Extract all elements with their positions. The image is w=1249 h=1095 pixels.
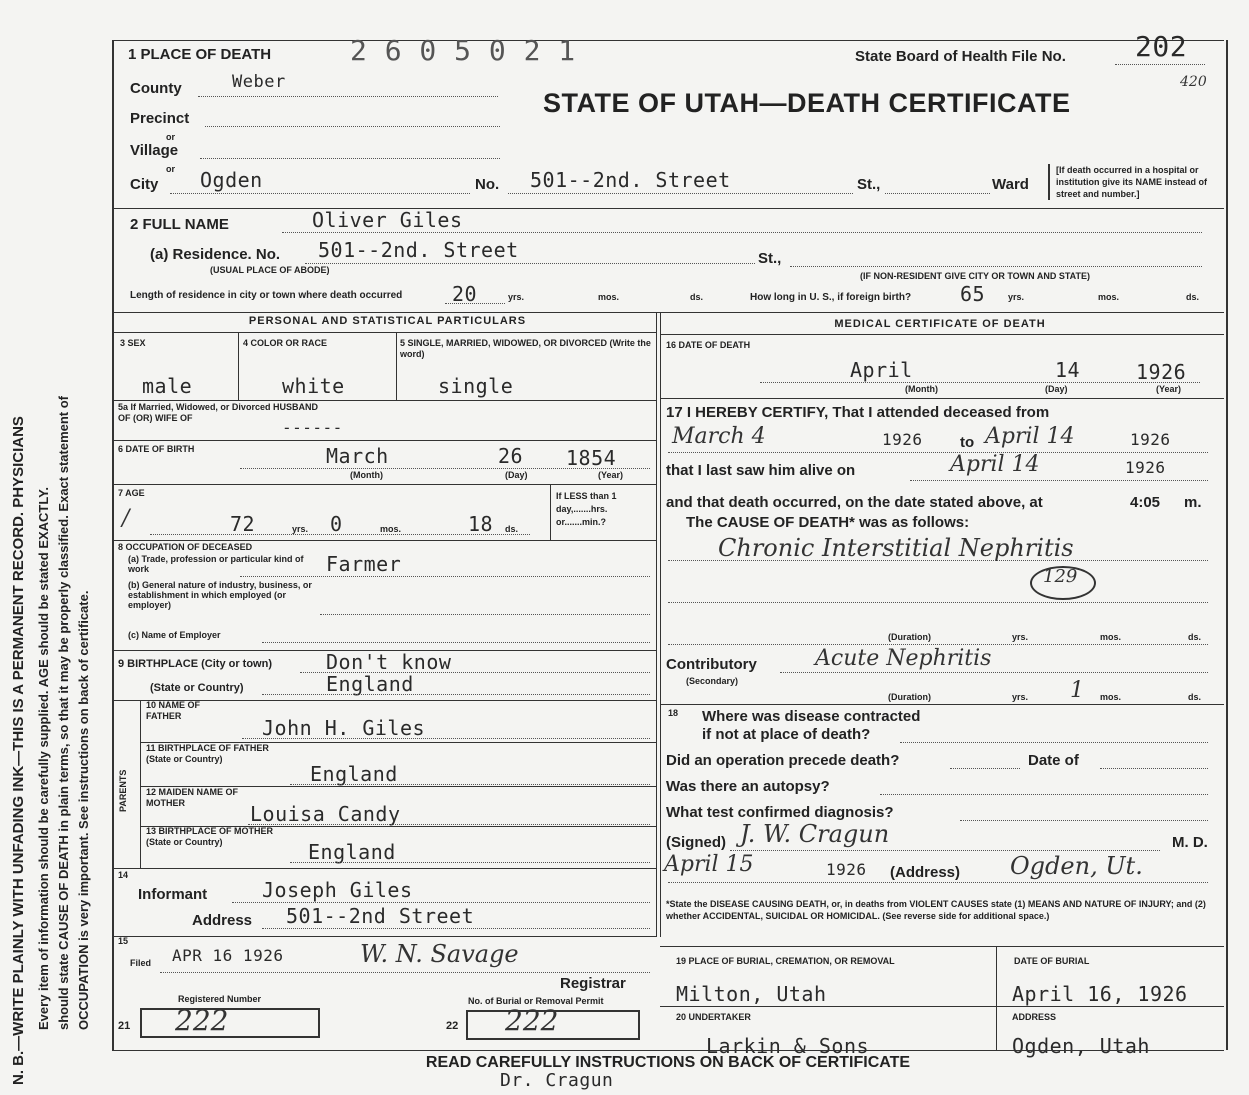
top-rule bbox=[112, 40, 1224, 41]
cause-value: Chronic Interstitial Nephritis bbox=[718, 534, 1074, 562]
last-saw-label: that I last saw him alive on bbox=[666, 462, 856, 479]
sex-label: 3 SEX bbox=[120, 338, 146, 348]
operation-label: Did an operation precede death? bbox=[666, 752, 900, 769]
attended-to-year: 1926 bbox=[1130, 430, 1171, 449]
county-label: County bbox=[130, 80, 182, 97]
residence-length-label: Length of residence in city or town where death occurred bbox=[130, 290, 403, 301]
contributory-label: Contributory bbox=[666, 656, 757, 673]
spouse-value: ------ bbox=[282, 418, 343, 437]
birthplace-city: Don't know bbox=[326, 650, 452, 674]
informant-address: 501--2nd Street bbox=[286, 904, 475, 928]
mother-value: Louisa Candy bbox=[250, 802, 401, 826]
occupation-a-label: (a) Trade, profession or particular kind of work bbox=[128, 554, 304, 574]
duration-label-1: (Duration) bbox=[888, 632, 931, 642]
nonresident-note: (IF NON-RESIDENT GIVE CITY OR TOWN AND STATE) bbox=[860, 271, 1091, 281]
undertaker-address: Ogden, Utah bbox=[1012, 1034, 1150, 1058]
filed-label: Filed bbox=[130, 958, 152, 968]
dob-year: 1854 bbox=[566, 446, 617, 470]
dod-label: 16 DATE OF DEATH bbox=[666, 340, 751, 350]
burial-place: Milton, Utah bbox=[676, 982, 827, 1006]
county-value: Weber bbox=[232, 72, 286, 92]
parents-label: PARENTS bbox=[118, 769, 128, 812]
birthplace-label: 9 BIRTHPLACE (City or town) bbox=[118, 658, 272, 670]
file-no: 202 bbox=[1135, 30, 1188, 63]
residence-value: 501--2nd. Street bbox=[318, 238, 519, 262]
age-years: 72 bbox=[230, 512, 256, 536]
secondary-label: (Secondary) bbox=[686, 676, 739, 686]
personal-section-title: PERSONAL AND STATISTICAL PARTICULARS bbox=[248, 315, 527, 327]
dod-day: 14 bbox=[1055, 358, 1081, 382]
burial-permit-label: No. of Burial or Removal Permit bbox=[468, 996, 604, 1006]
full-name-value: Oliver Giles bbox=[312, 208, 463, 232]
death-time: 4:05 bbox=[1130, 494, 1161, 511]
signed-year: 1926 bbox=[826, 860, 867, 879]
registered-number-box bbox=[140, 1008, 320, 1038]
file-no-label: State Board of Health File No. bbox=[855, 48, 1066, 65]
contributory-duration: 1 bbox=[1070, 678, 1084, 703]
dob-label: 6 DATE OF BIRTH bbox=[118, 444, 195, 454]
informant-address-label: Address bbox=[192, 912, 253, 929]
less-than-day: If LESS than 1 day,.......hrs. or.......min.? bbox=[556, 491, 617, 527]
margin-notice-1: N. B.—WRITE PLAINLY WITH UNFADING INK—THIS IS A PERMANENT RECORD. PHYSICIANS bbox=[10, 416, 27, 1085]
undertaker: Larkin & Sons bbox=[706, 1034, 870, 1058]
certify-statement: 17 I HEREBY CERTIFY, That I attended deceased from bbox=[666, 404, 1050, 421]
age-months: 0 bbox=[330, 512, 343, 536]
precinct-label: Precinct bbox=[130, 110, 190, 127]
burial-permit-number: 222 bbox=[505, 1004, 559, 1037]
marital-label: 5 SINGLE, MARRIED, WIDOWED, OR DIVORCED (Write the word) bbox=[400, 338, 651, 359]
mother-label: 12 MAIDEN NAME OF MOTHER bbox=[146, 787, 239, 808]
certificate-title: STATE OF UTAH—DEATH CERTIFICATE bbox=[543, 88, 1071, 118]
medical-section-title: MEDICAL CERTIFICATE OF DEATH bbox=[834, 318, 1046, 330]
marital-value: single bbox=[438, 374, 514, 398]
father-birthplace: England bbox=[310, 762, 398, 786]
footer-doctor: Dr. Cragun bbox=[500, 1070, 614, 1091]
signed-label: (Signed) bbox=[666, 834, 726, 851]
father-label: 10 NAME OF FATHER bbox=[146, 700, 201, 721]
disease-contracted-label: Where was disease contracted bbox=[702, 708, 921, 725]
not-place-label: if not at place of death? bbox=[702, 726, 871, 743]
color-value: white bbox=[282, 374, 345, 398]
filed-signature: W. N. Savage bbox=[360, 940, 519, 968]
attended-to: April 14 bbox=[985, 424, 1075, 449]
full-name-label: 2 FULL NAME bbox=[130, 216, 229, 233]
burial-place-label: 19 PLACE OF BURIAL, CREMATION, OR REMOVAL bbox=[676, 956, 895, 966]
village-label: Village bbox=[130, 142, 179, 159]
sex-value: male bbox=[142, 374, 193, 398]
birthplace-state: England bbox=[326, 672, 414, 696]
registered-number-label: Registered Number bbox=[178, 994, 262, 1004]
dob-month: March bbox=[326, 444, 389, 468]
mother-birthplace-label: 13 BIRTHPLACE OF MOTHER (State or Country) bbox=[146, 826, 274, 847]
file-no-small: 420 bbox=[1180, 74, 1207, 90]
signed-date: April 15 bbox=[664, 852, 754, 877]
dob-day: 26 bbox=[498, 444, 524, 468]
stamp-number: 2 6 0 5 0 2 1 bbox=[350, 34, 576, 67]
dod-year: 1926 bbox=[1136, 360, 1187, 384]
father-value: John H. Giles bbox=[262, 716, 426, 740]
residence-length-years: 20 bbox=[452, 282, 478, 306]
us-residence-label: How long in U. S., if foreign birth? bbox=[750, 292, 912, 303]
margin-notice-2: Every item of information should be carefully supplied. AGE should be stated EXACTLY. bbox=[36, 487, 51, 1030]
cause-footnote: *State the DISEASE CAUSING DEATH, or, in deaths from VIOLENT CAUSES state (1) MEANS AND NATURE OF INJURY; and (2) whether ACCIDENTAL, SUICIDAL OR HOMICIDAL. (See reverse side for additional space.) bbox=[666, 899, 1206, 921]
residence-label: (a) Residence. No. bbox=[150, 246, 281, 263]
age-days: 18 bbox=[468, 512, 494, 536]
place-of-death-label: 1 PLACE OF DEATH bbox=[128, 46, 272, 63]
autopsy-label: Was there an autopsy? bbox=[666, 778, 830, 795]
last-saw-year: 1926 bbox=[1125, 458, 1166, 477]
death-occurred-label: and that death occurred, on the date stated above, at bbox=[666, 494, 1043, 511]
dod-month: April bbox=[850, 358, 913, 382]
city-label: City bbox=[130, 176, 159, 193]
ward-note: [If death occurred in a hospital or institution give its NAME instead of street and number.] bbox=[1048, 164, 1211, 200]
date-of-label: Date of bbox=[1028, 752, 1079, 769]
occupation-value: Farmer bbox=[326, 552, 402, 576]
filed-date: APR 16 1926 bbox=[172, 946, 284, 965]
color-label: 4 COLOR OR RACE bbox=[243, 338, 328, 348]
mother-birthplace: England bbox=[308, 840, 396, 864]
physician-signature: J. W. Cragun bbox=[740, 820, 890, 848]
occupation-label: 8 OCCUPATION OF DECEASED bbox=[118, 542, 253, 552]
test-label: What test confirmed diagnosis? bbox=[666, 804, 894, 821]
age-label: 7 AGE bbox=[118, 488, 145, 498]
spouse-label: 5a If Married, Widowed, or Divorced HUSBAND OF (OR) WIFE OF bbox=[118, 402, 318, 423]
abode-note: (USUAL PLACE OF ABODE) bbox=[210, 265, 330, 275]
burial-date: April 16, 1926 bbox=[1012, 982, 1188, 1006]
burial-date-label: DATE OF BURIAL bbox=[1014, 956, 1090, 966]
street-value: 501--2nd. Street bbox=[530, 168, 731, 192]
us-residence-years: 65 bbox=[960, 282, 986, 306]
footer-instructions: READ CAREFULLY INSTRUCTIONS ON BACK OF CERTIFICATE bbox=[425, 1054, 911, 1071]
undertaker-label: 20 UNDERTAKER bbox=[676, 1012, 751, 1022]
ward-label: Ward bbox=[992, 176, 1029, 193]
city-value: Ogden bbox=[200, 168, 263, 192]
registrar-label: Registrar bbox=[560, 975, 626, 992]
last-saw-date: April 14 bbox=[950, 452, 1040, 477]
birthplace-state-label: (State or Country) bbox=[150, 682, 244, 694]
informant-value: Joseph Giles bbox=[262, 878, 413, 902]
cause-code: 129 bbox=[1043, 566, 1078, 587]
employer-label: (c) Name of Employer bbox=[128, 630, 221, 640]
margin-notice-3: should state CAUSE OF DEATH in plain terms, so that it may be properly classified. Exact statement of bbox=[56, 395, 71, 1030]
physician-address: Ogden, Ut. bbox=[1010, 852, 1143, 880]
margin-notice-4: OCCUPATION is very important. See instructions on back of certificate. bbox=[76, 590, 91, 1030]
physician-address-label: (Address) bbox=[890, 864, 961, 881]
registered-number: 222 bbox=[175, 1004, 229, 1037]
attended-from: March 4 bbox=[672, 424, 766, 449]
contributory-value: Acute Nephritis bbox=[815, 646, 992, 671]
duration-label-2: (Duration) bbox=[888, 692, 931, 702]
father-birthplace-label: 11 BIRTHPLACE OF FATHER (State or Country) bbox=[146, 743, 269, 764]
undertaker-address-label: ADDRESS bbox=[1012, 1012, 1057, 1022]
informant-label: Informant bbox=[138, 886, 208, 903]
attended-from-year: 1926 bbox=[882, 430, 923, 449]
occupation-b-label: (b) General nature of industry, business, or establishment in which employed (or employer) bbox=[128, 580, 312, 610]
street-no-label: No. bbox=[475, 176, 500, 193]
cause-label: The CAUSE OF DEATH* was as follows: bbox=[686, 514, 970, 531]
